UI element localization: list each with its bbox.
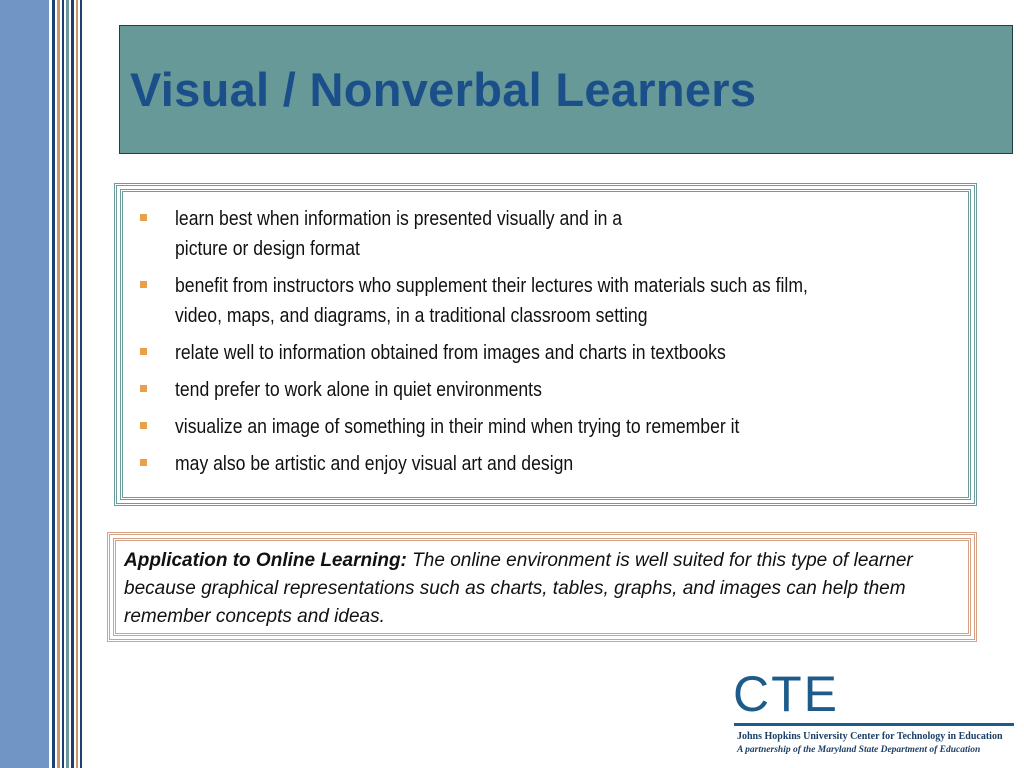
square-bullet-icon bbox=[140, 214, 147, 221]
logo-partnership-line: A partnership of the Maryland State Department of Education bbox=[737, 745, 981, 755]
bullet-text: video, maps, and diagrams, in a traditional classroom setting bbox=[175, 305, 648, 327]
left-stripe-band bbox=[0, 0, 49, 768]
application-box bbox=[107, 532, 977, 642]
stripe-line bbox=[71, 0, 74, 768]
application-label: Application to Online Learning: bbox=[124, 550, 407, 571]
application-text: The online environment is well suited for this type of learner because graphical representations such as charts, tables, graphs, and images can help them remember concepts and ideas. bbox=[124, 550, 913, 627]
bullet-item bbox=[135, 412, 958, 442]
stripe-line bbox=[80, 0, 82, 768]
bullet-text: benefit from instructors who supplement their lectures with materials such as film, bbox=[175, 275, 808, 297]
stripe-line bbox=[66, 0, 69, 768]
bullet-item bbox=[135, 449, 958, 479]
logo-university-line: Johns Hopkins University Center for Technology in Education bbox=[737, 731, 1003, 742]
slide-title: Visual / Nonverbal Learners bbox=[130, 63, 757, 116]
bullet-item bbox=[135, 271, 958, 331]
bullet-text: relate well to information obtained from images and charts in textbooks bbox=[175, 342, 726, 364]
square-bullet-icon bbox=[140, 459, 147, 466]
bullet-text: picture or design format bbox=[175, 238, 360, 260]
square-bullet-icon bbox=[140, 348, 147, 355]
bullet-text: tend prefer to work alone in quiet environments bbox=[175, 379, 542, 401]
stripe-line bbox=[52, 0, 55, 768]
stripe-line bbox=[62, 0, 64, 768]
bullet-list bbox=[135, 204, 958, 479]
bullet-text: visualize an image of something in their mind when trying to remember it bbox=[175, 416, 740, 438]
stripe-line bbox=[57, 0, 60, 768]
bullet-text: may also be artistic and enjoy visual art and design bbox=[175, 453, 574, 475]
cte-logo: CTE bbox=[733, 666, 839, 722]
bullet-panel bbox=[114, 183, 977, 506]
application-paragraph bbox=[124, 547, 960, 631]
stripe-line bbox=[76, 0, 78, 768]
square-bullet-icon bbox=[140, 281, 147, 288]
bullet-item bbox=[135, 375, 958, 405]
bullet-text: learn best when information is presented visually and in a bbox=[175, 208, 623, 230]
square-bullet-icon bbox=[140, 422, 147, 429]
logo-rule bbox=[734, 723, 1014, 726]
title-band bbox=[119, 25, 1013, 154]
bullet-item bbox=[135, 204, 958, 264]
square-bullet-icon bbox=[140, 385, 147, 392]
bullet-item bbox=[135, 338, 958, 368]
